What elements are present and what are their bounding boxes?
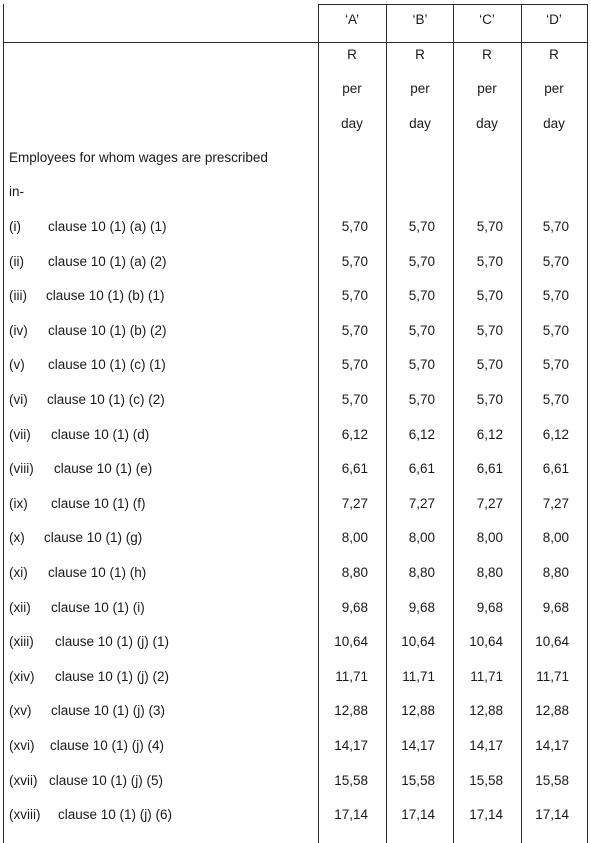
row-clause: clause 10 (1) (j) (1)	[55, 634, 170, 649]
wage-value-c: 5,70	[476, 392, 503, 407]
row-numeral: (v)	[9, 357, 25, 372]
wage-value-c: 17,14	[469, 807, 503, 822]
wage-value-d: 12,88	[535, 703, 569, 718]
wage-value-c: 6,12	[476, 427, 503, 442]
wage-value-b: 11,71	[402, 669, 435, 684]
unit-label: per	[410, 81, 430, 96]
wage-value-c: 5,70	[476, 254, 503, 269]
row-clause: clause 10 (1) (j) (5)	[49, 773, 164, 788]
wage-value-a: 11,71	[335, 669, 368, 684]
wage-value-a: 5,70	[341, 323, 368, 338]
section-heading-continuation: in-	[9, 184, 25, 199]
column-divider	[587, 4, 588, 843]
row-clause: clause 10 (1) (a) (2)	[48, 254, 167, 269]
unit-label: per	[342, 81, 362, 96]
row-numeral: (vi)	[9, 392, 28, 407]
wage-value-a: 5,70	[341, 357, 368, 372]
row-clause: clause 10 (1) (c) (2)	[47, 392, 165, 407]
wage-value-c: 12,88	[469, 703, 503, 718]
row-clause: clause 10 (1) (b) (1)	[46, 288, 165, 303]
wage-value-d: 5,70	[542, 357, 569, 372]
wage-value-d: 6,61	[542, 461, 569, 476]
wage-value-b: 6,61	[408, 461, 435, 476]
wage-value-b: 8,80	[408, 565, 435, 580]
wage-value-c: 5,70	[476, 323, 503, 338]
wage-value-b: 5,70	[408, 288, 435, 303]
row-clause: clause 10 (1) (e)	[54, 461, 153, 476]
wage-value-a: 5,70	[341, 254, 368, 269]
unit-label: day	[341, 116, 363, 131]
wage-value-a: 10,64	[334, 634, 368, 649]
row-numeral: (xiv)	[9, 669, 35, 684]
wage-value-d: 11,71	[536, 669, 569, 684]
wage-value-d: 9,68	[542, 600, 569, 615]
wage-value-d: 5,70	[542, 392, 569, 407]
wage-value-d: 14,17	[535, 738, 569, 753]
row-numeral: (xvii)	[9, 773, 38, 788]
wage-value-d: 5,70	[542, 254, 569, 269]
wage-value-c: 6,61	[476, 461, 503, 476]
wage-value-b: 5,70	[408, 254, 435, 269]
wage-value-d: 8,00	[542, 530, 569, 545]
unit-label: per	[477, 81, 497, 96]
wage-value-c: 8,00	[476, 530, 503, 545]
row-clause: clause 10 (1) (h)	[48, 565, 147, 580]
wage-value-c: 5,70	[476, 288, 503, 303]
row-numeral: (iii)	[9, 288, 27, 303]
row-numeral: (xiii)	[9, 634, 34, 649]
wage-value-b: 12,88	[401, 703, 435, 718]
column-heading-c: ‘C’	[479, 12, 495, 27]
row-clause: clause 10 (1) (a) (1)	[48, 219, 167, 234]
wage-value-d: 17,14	[535, 807, 569, 822]
unit-label: R	[415, 47, 425, 62]
wage-value-c: 8,80	[476, 565, 503, 580]
wage-value-c: 10,64	[469, 634, 503, 649]
wage-value-c: 5,70	[476, 219, 503, 234]
unit-label: R	[549, 47, 559, 62]
unit-label: per	[544, 81, 564, 96]
wage-value-d: 10,64	[535, 634, 569, 649]
wage-value-a: 5,70	[341, 392, 368, 407]
wage-value-d: 5,70	[542, 288, 569, 303]
wage-value-b: 5,70	[408, 219, 435, 234]
wage-value-a: 5,70	[341, 219, 368, 234]
row-clause: clause 10 (1) (d)	[51, 427, 150, 442]
row-clause: clause 10 (1) (i)	[51, 600, 145, 615]
row-numeral: (xv)	[9, 703, 32, 718]
wage-value-b: 5,70	[408, 323, 435, 338]
column-divider	[3, 4, 4, 843]
wage-value-d: 6,12	[542, 427, 569, 442]
section-heading: Employees for whom wages are prescribed	[9, 150, 268, 165]
row-numeral: (ii)	[9, 254, 24, 269]
wage-value-a: 9,68	[341, 600, 368, 615]
wage-value-a: 8,80	[341, 565, 368, 580]
wage-value-d: 15,58	[535, 773, 569, 788]
wage-value-b: 9,68	[408, 600, 435, 615]
table-top-border	[318, 4, 588, 5]
wage-value-b: 8,00	[408, 530, 435, 545]
wage-value-b: 15,58	[401, 773, 435, 788]
wage-value-b: 10,64	[401, 634, 435, 649]
row-numeral: (xviii)	[9, 807, 41, 822]
row-clause: clause 10 (1) (b) (2)	[48, 323, 167, 338]
wage-value-b: 5,70	[408, 392, 435, 407]
row-numeral: (xii)	[9, 600, 31, 615]
wage-value-b: 17,14	[401, 807, 435, 822]
row-numeral: (vii)	[9, 427, 31, 442]
unit-label: day	[543, 116, 565, 131]
row-clause: clause 10 (1) (j) (4)	[50, 738, 165, 753]
wage-value-d: 7,27	[542, 496, 569, 511]
column-heading-a: ‘A’	[344, 12, 359, 27]
column-heading-d: ‘D’	[546, 12, 562, 27]
row-numeral: (ix)	[9, 496, 28, 511]
unit-label: R	[482, 47, 492, 62]
wage-value-a: 14,17	[334, 738, 368, 753]
wage-value-a: 17,14	[334, 807, 368, 822]
wage-value-b: 14,17	[401, 738, 435, 753]
row-clause: clause 10 (1) (j) (3)	[51, 703, 166, 718]
wage-value-a: 12,88	[334, 703, 368, 718]
wage-value-a: 8,00	[341, 530, 368, 545]
unit-label: day	[476, 116, 498, 131]
wage-value-c: 7,27	[476, 496, 503, 511]
row-clause: clause 10 (1) (c) (1)	[48, 357, 166, 372]
wage-value-c: 14,17	[469, 738, 503, 753]
row-numeral: (xvi)	[9, 738, 35, 753]
unit-label: day	[409, 116, 431, 131]
wage-value-d: 8,80	[542, 565, 569, 580]
wage-value-b: 5,70	[408, 357, 435, 372]
wage-value-a: 15,58	[334, 773, 368, 788]
row-clause: clause 10 (1) (g)	[44, 530, 143, 545]
wage-value-d: 5,70	[542, 323, 569, 338]
row-clause: clause 10 (1) (j) (2)	[55, 669, 170, 684]
wage-value-a: 5,70	[341, 288, 368, 303]
wage-value-d: 5,70	[542, 219, 569, 234]
wage-value-a: 6,12	[341, 427, 368, 442]
wage-value-a: 7,27	[341, 496, 368, 511]
row-clause: clause 10 (1) (j) (6)	[58, 807, 173, 822]
wage-value-c: 9,68	[476, 600, 503, 615]
row-clause: clause 10 (1) (f)	[51, 496, 146, 511]
wage-value-c: 15,58	[469, 773, 503, 788]
wage-value-b: 7,27	[408, 496, 435, 511]
wage-value-b: 6,12	[408, 427, 435, 442]
row-numeral: (iv)	[9, 323, 28, 338]
unit-label: R	[347, 47, 357, 62]
row-numeral: (x)	[9, 530, 25, 545]
wage-value-a: 6,61	[341, 461, 368, 476]
wage-value-c: 5,70	[476, 357, 503, 372]
row-numeral: (xi)	[9, 565, 28, 580]
column-heading-b: ‘B’	[412, 12, 428, 27]
row-numeral: (i)	[9, 219, 21, 234]
row-numeral: (viii)	[9, 461, 34, 476]
wage-value-c: 11,71	[470, 669, 503, 684]
header-rule	[3, 42, 588, 43]
